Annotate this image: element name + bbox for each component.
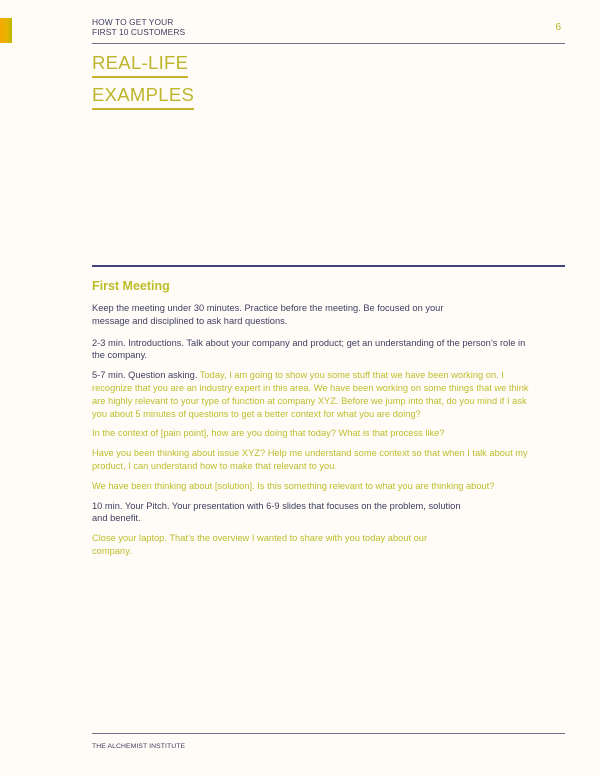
header-divider: [92, 43, 565, 44]
page-header: [92, 17, 565, 37]
paragraph-intro: Keep the meeting under 30 minutes. Practice before the meeting. Be focused on your message and disciplined to ask hard questions.: [92, 303, 444, 326]
content-divider: [92, 265, 565, 267]
corner-accent-block: [0, 18, 12, 43]
main-content: [92, 278, 532, 565]
paragraph-introductions: 2-3 min. Introductions. Talk about your company and product; get an understanding of the person’s role in the company.: [92, 337, 526, 361]
page-number: 6: [555, 22, 561, 33]
header-title-line2: FIRST 10 CUSTOMERS: [92, 27, 186, 37]
paragraph-question-asking: [92, 369, 532, 420]
paragraph-close: Close your laptop. That’s the overview I wanted to share with you today about our company.: [92, 533, 428, 556]
paragraph-solution: We have been thinking about [solution]. Is this something relevant to what you are thinking about?: [92, 480, 495, 491]
subheading-first-meeting: First Meeting: [92, 279, 170, 293]
footer-divider: [92, 733, 565, 734]
question-asking-script: Today, I am going to show you some stuff that we have been working on. I recognize that you are an industry expert in this area. We have been working on some things that we think are highly relevant to your type of function at company XYZ. Before we jump into that, do you mind if I ask you about 5 minutes of questions to get a better context for what you are doing?: [92, 370, 529, 419]
header-title-line1: HOW TO GET YOUR: [92, 17, 174, 27]
section-title-line2: EXAMPLES: [92, 84, 194, 110]
section-title: [92, 52, 194, 116]
section-title-line1: REAL-LIFE: [92, 52, 188, 78]
footer-text: THE ALCHEMIST INSTITUTE: [92, 743, 186, 750]
question-asking-label: 5-7 min. Question asking.: [92, 370, 198, 381]
paragraph-pitch: 10 min. Your Pitch. Your presentation with 6-9 slides that focuses on the problem, solution and benefit.: [92, 500, 461, 524]
paragraph-issue-xyz: Have you been thinking about issue XYZ? Help me understand some context so that when I talk about my product, I can understand how to make that relevant to you.: [92, 448, 528, 471]
paragraph-pain-point: In the context of [pain point], how are you doing that today? What is that process like?: [92, 428, 445, 439]
